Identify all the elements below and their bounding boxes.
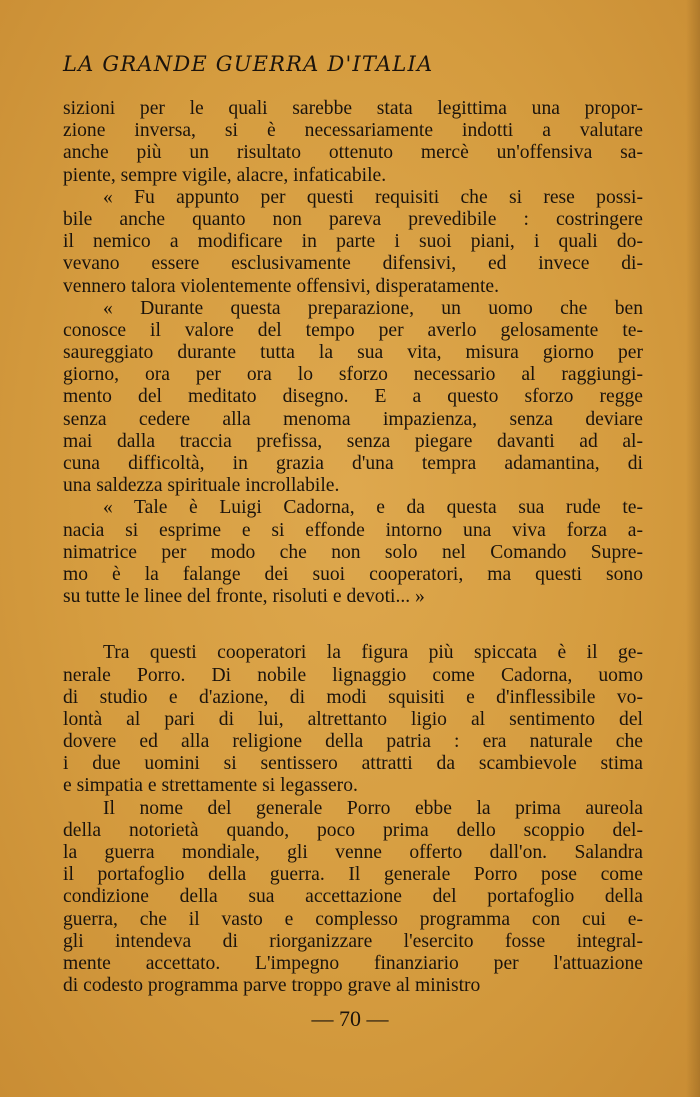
paragraph [63, 497, 643, 608]
paragraph [63, 642, 643, 797]
text-line: « Durante questa preparazione, un uomo che ben [103, 297, 643, 319]
text-line: i due uomini si sentissero attratti da scambievole stima [63, 753, 643, 775]
text-line: vevano essere esclusivamente difensivi, ed invece di- [63, 253, 643, 275]
text-line: di codesto programma parve troppo grave al ministro [63, 975, 481, 997]
text-line: vennero talora violentemente offensivi, disperatamente. [63, 275, 499, 297]
text-line: di studio e d'azione, di modi squisiti e d'inflessibile vo- [63, 686, 643, 708]
text-line: giorno, ora per ora lo sforzo necessario al raggiungi- [63, 364, 643, 386]
paragraph [63, 298, 643, 498]
text-line: piente, sempre vigile, alacre, infaticabile. [63, 164, 387, 186]
text-line: mai dalla traccia prefissa, senza piegare davanti ad al- [63, 430, 643, 452]
text-line: mento del meditato disegno. E a questo sforzo regge [63, 386, 643, 408]
paragraph [63, 98, 643, 187]
text-line: mo è la falange dei suoi cooperatori, ma questi sono [63, 563, 643, 585]
text-line: anche più un risultato ottenuto mercè un'offensiva sa- [63, 142, 643, 164]
text-line: su tutte le linee del fronte, risoluti e devoti... » [63, 586, 425, 608]
page-number: — 70 — [311, 1006, 389, 1031]
text-line: il portafoglio della guerra. Il generale Porro pose come [63, 864, 643, 886]
text-line: nacia si esprime e si effonde intorno una viva forza a- [63, 519, 643, 541]
text-line: lontà al pari di lui, altrettanto ligio al sentimento del [63, 708, 643, 730]
text-line: nimatrice per modo che non solo nel Comando Supre- [63, 541, 643, 563]
text-line: senza cedere alla menoma impazienza, senza deviare [63, 408, 643, 430]
text-line: il nemico a modificare in parte i suoi piani, i quali do- [63, 231, 643, 253]
text-line: dovere ed alla religione della patria : era naturale che [63, 731, 643, 753]
body-text [63, 98, 643, 997]
text-line: saureggiato durante tutta la sua vita, misura giorno per [63, 342, 643, 364]
section-break [63, 608, 643, 642]
page-edge-shadow [686, 0, 700, 1097]
text-line: cuna difficoltà, in grazia d'una tempra adamantina, di [63, 453, 643, 474]
text-line: gli intendeva di riorganizzare l'esercito fosse integral- [63, 930, 643, 952]
text-line: una saldezza spirituale incrollabile. [63, 475, 340, 497]
text-line: bile anche quanto non pareva prevedibile : costringere [63, 208, 643, 230]
text-line: sizioni per le quali sarebbe stata legittima una propor- [63, 98, 643, 119]
text-line: « Tale è Luigi Cadorna, e da questa sua rude te- [103, 497, 643, 519]
text-line: zione inversa, si è necessariamente indotti a valutare [63, 120, 643, 142]
text-line: Tra questi cooperatori la figura più spiccata è il ge- [103, 642, 643, 664]
text-line: mente accettato. L'impegno finanziario per l'attuazione [63, 952, 643, 974]
text-line: nerale Porro. Di nobile lignaggio come Cadorna, uomo [63, 664, 643, 686]
text-line: conosce il valore del tempo per averlo gelosamente te- [63, 319, 643, 341]
text-line: e simpatia e strettamente si legassero. [63, 775, 358, 797]
text-line: condizione della sua accettazione del portafoglio della [63, 886, 643, 908]
text-line: della notorietà quando, poco prima dello scoppio del- [63, 819, 643, 841]
text-line: la guerra mondiale, gli venne offerto dall'on. Salandra [63, 842, 643, 863]
text-line: Il nome del generale Porro ebbe la prima aureola [103, 797, 643, 819]
text-line: « Fu appunto per questi requisiti che si rese possi- [103, 186, 643, 208]
text-line: guerra, che il vasto e complesso programma con cui e- [63, 908, 643, 930]
running-head: LA GRANDE GUERRA D'ITALIA [63, 52, 434, 76]
paragraph [63, 187, 643, 298]
paragraph [63, 798, 643, 998]
